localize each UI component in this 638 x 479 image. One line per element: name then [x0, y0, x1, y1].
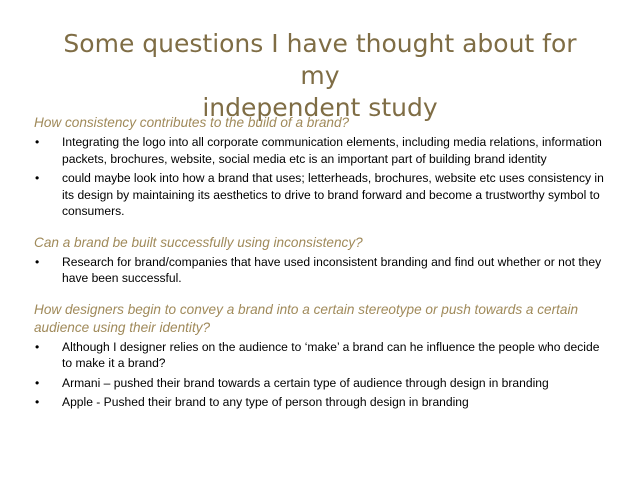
bullet-text: Armani – pushed their brand towards a certain type of audience through design in branding	[62, 375, 549, 390]
bullet-list	[34, 339, 606, 411]
bullet-list	[34, 134, 606, 220]
slide-title-line-2: independent study	[202, 93, 438, 122]
bullet-item	[34, 375, 606, 392]
question-section-3	[34, 301, 606, 411]
bullet-item	[34, 339, 606, 372]
slide-title-line-1: Some questions I have thought about for my	[63, 29, 577, 90]
slide-body	[34, 114, 606, 414]
question-heading: How designers begin to convey a brand into a certain stereotype or push towards a certain audience using their identity?	[34, 301, 579, 335]
bullet-text: Research for brand/companies that have used inconsistent branding and find out whether or not they have been successful.	[62, 254, 602, 285]
bullet-marker: •	[35, 171, 40, 185]
bullet-marker: •	[35, 339, 40, 354]
bullet-item	[34, 254, 606, 287]
question-section-1	[34, 114, 606, 220]
bullet-item	[34, 394, 606, 411]
bullet-marker: •	[35, 135, 40, 149]
bullet-text: Integrating the logo into all corporate communication elements, including media relations, information packets, brochures, website, social media etc is an important part of building brand identity	[62, 135, 602, 166]
question-heading: Can a brand be built successfully using inconsistency?	[34, 234, 363, 250]
bullet-marker: •	[35, 375, 40, 390]
bullet-text: could maybe look into how a brand that uses; letterheads, brochures, website etc uses consistency in its design by maintaining its aesthetics to drive to brand forward and become a trustworthy symbol to consumers.	[62, 171, 604, 218]
bullet-list	[34, 254, 606, 287]
question-section-2	[34, 234, 606, 287]
question-heading: How consistency contributes to the build of a brand?	[34, 115, 350, 130]
bullet-item	[34, 134, 606, 167]
slide-title	[40, 28, 600, 124]
bullet-item	[34, 170, 606, 220]
bullet-text: Apple - Pushed their brand to any type of person through design in branding	[62, 395, 469, 409]
bullet-marker: •	[35, 395, 40, 409]
bullet-text: Although I designer relies on the audience to ‘make’ a brand can he influence the people who decide to make it a brand?	[62, 339, 600, 370]
bullet-marker: •	[35, 254, 40, 269]
